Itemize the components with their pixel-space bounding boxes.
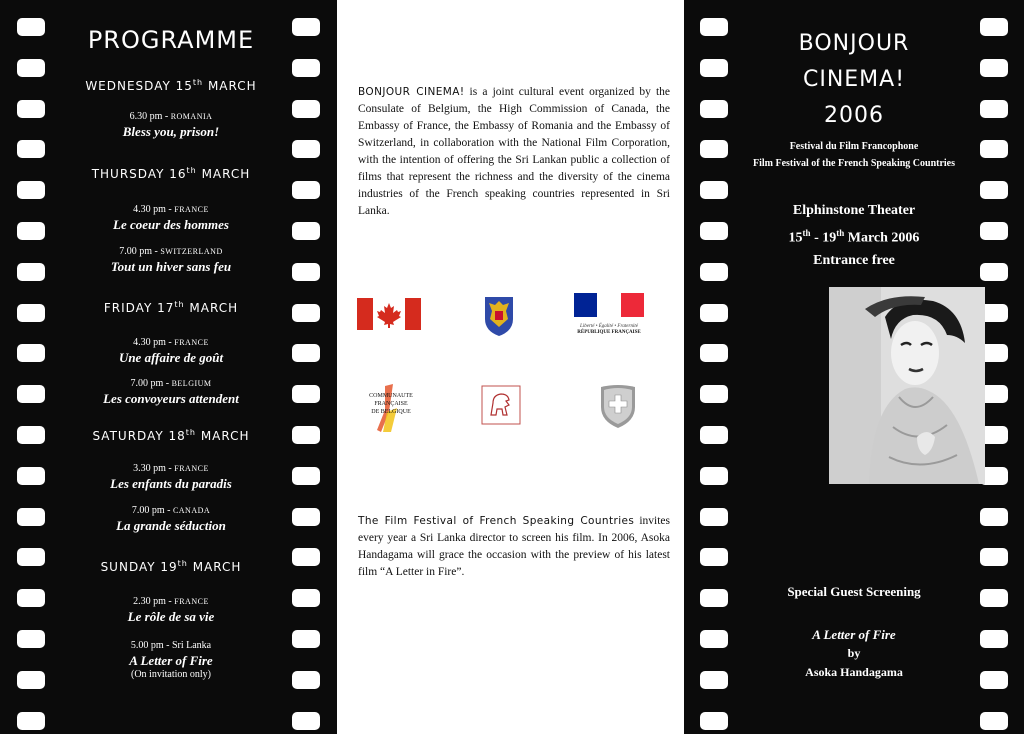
screening-slot bbox=[56, 111, 286, 140]
sprocket-hole bbox=[980, 630, 1008, 648]
sprocket-hole bbox=[17, 630, 45, 648]
community-line-1: COMMUNAUTE bbox=[369, 393, 413, 399]
sprocket-hole bbox=[17, 344, 45, 362]
sprocket-hole bbox=[17, 263, 45, 281]
right-sprocket-holes bbox=[292, 0, 320, 734]
screening-time: 4.30 pm - FRANCE bbox=[133, 337, 209, 348]
sprocket-hole bbox=[700, 59, 728, 77]
screening-slot bbox=[56, 246, 286, 275]
sprocket-hole bbox=[292, 181, 320, 199]
screening-time: 6.30 pm - ROMANIA bbox=[129, 111, 213, 122]
screening-slot bbox=[56, 463, 286, 492]
guest-film-block bbox=[736, 625, 972, 682]
intro-paragraph bbox=[358, 84, 670, 220]
day-label: SUNDAY 19 bbox=[100, 560, 178, 574]
sprocket-hole bbox=[980, 589, 1008, 607]
film-title: Le coeur des hommes bbox=[113, 217, 229, 232]
community-line-2: FRANÇAISE bbox=[374, 401, 408, 407]
film-still-image bbox=[829, 287, 985, 484]
screening-slot bbox=[56, 337, 286, 366]
festival-title bbox=[736, 26, 972, 134]
sprocket-hole bbox=[17, 222, 45, 240]
day-month: MARCH bbox=[192, 560, 242, 574]
day-label: WEDNESDAY 15 bbox=[85, 79, 193, 93]
tricolor-blue bbox=[574, 293, 597, 317]
venue-block bbox=[736, 200, 972, 272]
film-title: Les convoyeurs attendent bbox=[103, 391, 239, 406]
sprocket-hole bbox=[292, 18, 320, 36]
invitation-note: (On invitation only) bbox=[131, 669, 211, 680]
day-month: MARCH bbox=[201, 167, 251, 181]
sprocket-hole bbox=[17, 59, 45, 77]
sprocket-hole bbox=[980, 100, 1008, 118]
day-month: MARCH bbox=[200, 429, 250, 443]
sprocket-hole bbox=[292, 630, 320, 648]
festival-name-fr: Festival du Film Francophone bbox=[789, 141, 919, 152]
day-ordinal: th bbox=[174, 300, 185, 309]
marianne-tricolor-icon bbox=[574, 293, 644, 317]
sprocket-hole bbox=[700, 467, 728, 485]
day-heading bbox=[56, 300, 286, 315]
screening-time: 7.00 pm - BELGIUM bbox=[130, 378, 212, 389]
sprocket-hole bbox=[700, 589, 728, 607]
screening-slot bbox=[56, 596, 286, 625]
sprocket-hole bbox=[700, 263, 728, 281]
sprocket-hole bbox=[700, 100, 728, 118]
film-title: Une affaire de goût bbox=[118, 350, 224, 365]
canada-flag-right-band bbox=[405, 298, 421, 330]
republique-francaise-logo bbox=[574, 293, 644, 333]
screening-time: 3.30 pm - FRANCE bbox=[133, 463, 209, 474]
festival-dates: 15th - 19th March 2006 bbox=[788, 228, 920, 246]
film-title: Les enfants du paradis bbox=[110, 476, 232, 491]
entrance-info: Entrance free bbox=[813, 252, 895, 268]
middle-panel bbox=[337, 0, 684, 734]
sprocket-hole bbox=[17, 140, 45, 158]
day-month: MARCH bbox=[189, 301, 239, 315]
film-title: Le rôle de sa vie bbox=[127, 609, 215, 624]
sprocket-hole bbox=[980, 508, 1008, 526]
sprocket-hole bbox=[292, 344, 320, 362]
swiss-cross-logo bbox=[599, 383, 637, 429]
day-ordinal: th bbox=[185, 428, 196, 437]
sprocket-hole bbox=[980, 18, 1008, 36]
day-label: SATURDAY 18 bbox=[92, 429, 186, 443]
venue-name: Elphinstone Theater bbox=[792, 203, 916, 218]
title-line-2: CINEMA! bbox=[802, 67, 906, 92]
screening-time: 5.00 pm - Sri Lanka bbox=[130, 640, 212, 651]
community-line-3: DE BELGIQUE bbox=[371, 409, 411, 415]
sprocket-hole bbox=[17, 712, 45, 730]
programme-film-strip bbox=[0, 0, 337, 734]
sprocket-hole bbox=[700, 344, 728, 362]
france-motto: Liberté • Égalité • Fraternité bbox=[580, 324, 638, 329]
sprocket-hole bbox=[17, 18, 45, 36]
screening-time: 7.00 pm - CANADA bbox=[131, 505, 211, 516]
info-film-strip bbox=[684, 0, 1024, 734]
sprocket-hole bbox=[700, 712, 728, 730]
guest-by-label: by bbox=[847, 646, 861, 660]
title-line-3: 2006 bbox=[824, 103, 884, 128]
sprocket-hole bbox=[292, 304, 320, 322]
guest-director: Asoka Handagama bbox=[805, 665, 903, 679]
day-heading bbox=[56, 78, 286, 93]
sprocket-hole bbox=[980, 140, 1008, 158]
day-label: FRIDAY 17 bbox=[103, 301, 175, 315]
sprocket-hole bbox=[292, 385, 320, 403]
sprocket-hole bbox=[17, 467, 45, 485]
day-ordinal: th bbox=[177, 559, 188, 568]
sprocket-hole bbox=[17, 100, 45, 118]
sprocket-hole bbox=[292, 426, 320, 444]
sprocket-hole bbox=[980, 263, 1008, 281]
sprocket-hole bbox=[292, 712, 320, 730]
left-sprocket-holes bbox=[17, 0, 45, 734]
screening-slot bbox=[56, 204, 286, 233]
romania-coat-of-arms-logo bbox=[483, 293, 515, 337]
sprocket-hole bbox=[292, 100, 320, 118]
sprocket-hole bbox=[700, 548, 728, 566]
sprocket-hole bbox=[17, 304, 45, 322]
outro-lead: The Film Festival of French Speaking Countries bbox=[358, 515, 635, 527]
festival-name-en: Film Festival of the French Speaking Countries bbox=[752, 158, 956, 169]
sprocket-hole bbox=[980, 548, 1008, 566]
screening-time: 2.30 pm - FRANCE bbox=[133, 596, 209, 607]
day-label: THURSDAY 16 bbox=[91, 167, 187, 181]
sprocket-hole bbox=[292, 467, 320, 485]
canada-flag-logo bbox=[357, 298, 421, 330]
sprocket-hole bbox=[700, 630, 728, 648]
lion-emblem-frame bbox=[482, 386, 520, 424]
film-title: Bless you, prison! bbox=[122, 124, 220, 139]
sprocket-hole bbox=[17, 181, 45, 199]
sprocket-hole bbox=[17, 548, 45, 566]
sprocket-hole bbox=[292, 508, 320, 526]
guest-screening-heading: Special Guest Screening bbox=[787, 584, 921, 599]
screening-slot bbox=[56, 505, 286, 534]
sprocket-hole bbox=[292, 671, 320, 689]
sprocket-hole bbox=[700, 426, 728, 444]
left-sprocket-holes bbox=[700, 0, 728, 734]
sprocket-hole bbox=[292, 589, 320, 607]
sprocket-hole bbox=[700, 222, 728, 240]
sprocket-hole bbox=[700, 181, 728, 199]
sprocket-hole bbox=[292, 548, 320, 566]
screening-time: 4.30 pm - FRANCE bbox=[133, 204, 209, 215]
sprocket-hole bbox=[700, 304, 728, 322]
film-title: Tout un hiver sans feu bbox=[110, 259, 232, 274]
festival-subtitle bbox=[736, 138, 972, 172]
guest-screening-block bbox=[736, 584, 972, 600]
lion-emblem-logo bbox=[481, 385, 521, 425]
sprocket-hole bbox=[980, 712, 1008, 730]
guest-paragraph bbox=[358, 513, 670, 581]
sprocket-hole bbox=[292, 222, 320, 240]
screening-slot bbox=[56, 640, 286, 681]
tricolor-red bbox=[621, 293, 644, 317]
outro-text: invites every year a Sri Lanka director to screen his film. In 2006, Asoka Handagama will grace the occasion with the preview of his latest film “A Letter in Fire”. bbox=[358, 515, 670, 578]
screening-slot bbox=[56, 378, 286, 407]
sprocket-hole bbox=[700, 140, 728, 158]
sprocket-hole bbox=[700, 671, 728, 689]
day-month: MARCH bbox=[207, 79, 257, 93]
sprocket-hole bbox=[980, 181, 1008, 199]
sprocket-hole bbox=[17, 508, 45, 526]
title-line-1: BONJOUR bbox=[798, 31, 910, 56]
sprocket-hole bbox=[17, 426, 45, 444]
sprocket-hole bbox=[17, 589, 45, 607]
day-ordinal: th bbox=[186, 166, 197, 175]
face-shape bbox=[891, 321, 939, 385]
sprocket-hole bbox=[700, 385, 728, 403]
sprocket-hole bbox=[292, 59, 320, 77]
france-name: RÉPUBLIQUE FRANÇAISE bbox=[577, 330, 641, 335]
day-heading bbox=[56, 428, 286, 443]
film-title: A Letter of Fire bbox=[129, 653, 213, 668]
day-heading bbox=[56, 166, 286, 181]
sprocket-hole bbox=[292, 140, 320, 158]
sprocket-hole bbox=[17, 385, 45, 403]
sprocket-hole bbox=[980, 59, 1008, 77]
film-title: La grande séduction bbox=[116, 518, 226, 533]
canada-flag-left-band bbox=[357, 298, 373, 330]
sprocket-hole bbox=[980, 222, 1008, 240]
sprocket-hole bbox=[292, 263, 320, 281]
screening-time: 7.00 pm - SWITZERLAND bbox=[119, 246, 223, 257]
sprocket-hole bbox=[17, 671, 45, 689]
programme-title: PROGRAMME bbox=[87, 26, 255, 54]
day-ordinal: th bbox=[192, 78, 204, 87]
day-heading bbox=[56, 559, 286, 574]
intro-lead: BONJOUR CINEMA! bbox=[358, 86, 465, 98]
communaute-francaise-belgique-logo bbox=[367, 382, 415, 434]
sprocket-hole bbox=[700, 18, 728, 36]
intro-text: is a joint cultural event organized by the Consulate of Belgium, the High Commission of Canada, the Embassy of France, the Embassy of Romania and the Embassy of Switzerland, in collaboration with the National Film Corporation, with the intention of offering the Sri Lankan public a collection of films that represent the richness and the diversity of the cinema industries of the French speaking countries represented in Sri Lanka. bbox=[358, 86, 670, 217]
sprocket-hole bbox=[980, 671, 1008, 689]
guest-film-title: A Letter of Fire bbox=[812, 627, 896, 642]
film-still-photo bbox=[829, 287, 985, 484]
sprocket-hole bbox=[700, 508, 728, 526]
romania-inner-shield bbox=[495, 311, 503, 320]
